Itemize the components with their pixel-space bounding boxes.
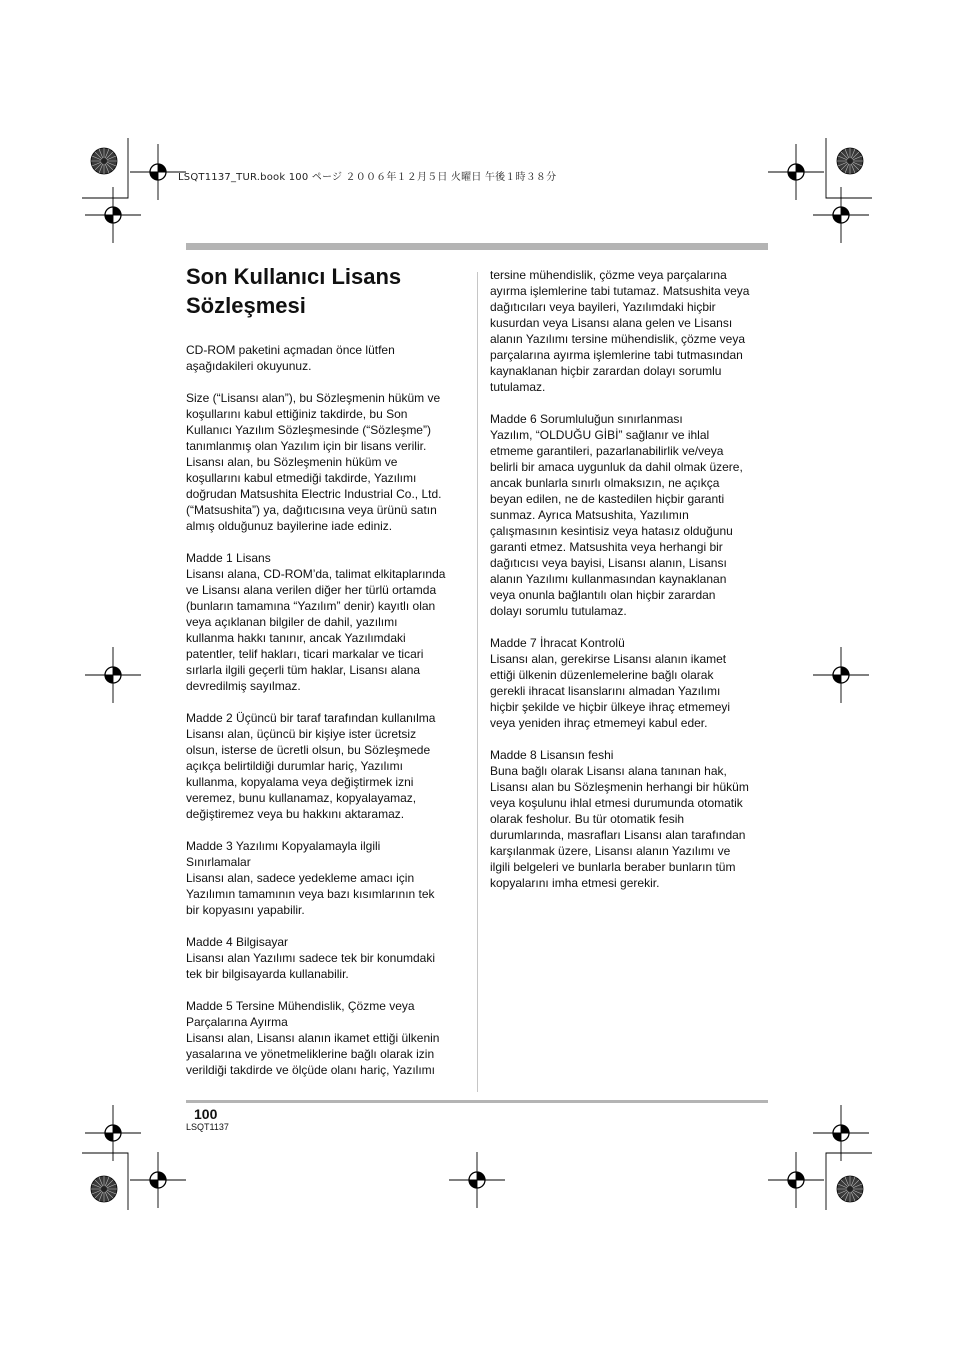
paragraph: Madde 5 Tersine Mühendislik, Çözme veya Parçalarına Ayırma Lisansı alan, Lisansı alanın ikamet ettiği ülkenin yasalarına ve yönetmeliklerine bağlı olarak izin verildiği takdirde ve ölçüde olanı hariç, Yazılımı (186, 999, 440, 1077)
paragraph: tersine mühendislik, çözme veya parçalarına ayırma işlemlerine tabi tutamaz. Matsushita veya dağıtıcıları veya bayileri, Yazılımdaki hiçbir kusurdan veya Lisansı alana gelen ve Lisansı alanın Yazılımı tersine mühendislik, çözme veya parçalarına ayırma işlemlerine tabi tutmasından kaynaklanan hiçbir zarardan dolayı sorumlu tutulamaz. (490, 268, 750, 394)
column-divider (477, 272, 478, 1092)
paragraph: Madde 1 Lisans Lisansı alana, CD-ROM’da, talimat elkitaplarında ve Lisansı alana verilen diğer her türlü ortamda (bunların tamamına “Yazılım” denir) kayıtlı olan veya açıklanan bilgiler de dahil, yazılımı kullanma hakkı tanınır, ancak Yazılımdaki patentler, telif hakları, ticari markalar ve ticari sırlarla ilgili geçerli tüm haklar, Lisansı alana devredilmiş sayılmaz. (186, 551, 446, 693)
paragraph: Madde 2 Üçüncü bir taraf tarafından kullanılma Lisansı alan, üçüncü bir kişiye ister ücretsiz olsun, isterse de ücretli olsun, bu Sözleşmede açıkça belirtildiği durumlar hariç, Yazılımı kullanma, kopyalama veya değiştirmek izni veremez, bunu kullanamaz, kopyalayamaz, değiştiremez veya bu hakkını aktaramaz. (186, 711, 436, 821)
paragraph: Madde 7 İhracat Kontrolü Lisansı alan, gerekirse Lisansı alanın ikamet ettiği ülkenin düzenlemelerine bağlı olarak gerekli ihracat lisanslarını almadan Yazılımı hiçbir şekilde ve hiçbir ülkeye ihraç etmemeyi veya yeniden ihraç etmemeyi kabul eder. (490, 636, 731, 730)
paragraph: Size (“Lisansı alan”), bu Sözleşmenin hüküm ve koşullarını kabul ettiğiniz takdirde, bu Son Kullanıcı Yazılım Sözleşmesinde (“Sözleşme”) tanımlanmış olan Yazılım için bir lisans verilir. Lisansı alan, bu Sözleşmenin hüküm ve koşullarını kabul etmediği takdirde, Yazılımı doğrudan Matsushita Electric Industrial Co., Ltd. (“Matsushita”) ya, dağıtıcısına veya ürünü satın almış olduğunuz bayilerine iade ediniz. (186, 391, 442, 533)
paragraph: Madde 4 Bilgisayar Lisansı alan Yazılımı sadece tek bir konumdaki tek bir bilgisayarda kullanabilir. (186, 935, 436, 981)
print-header: LSQT1137_TUR.book 100 ページ ２００６年１２月５日 火曜日 午後１時３８分 (178, 172, 557, 183)
page-number: 100 (194, 1106, 218, 1122)
title-line: Sözleşmesi (186, 293, 306, 318)
paragraph: CD-ROM paketini açmadan önce lütfen aşağıdakileri okuyunuz. (186, 343, 395, 373)
bottom-rule (186, 1100, 768, 1103)
top-rule (186, 243, 768, 250)
paragraph: Madde 8 Lisansın feshi Buna bağlı olarak Lisansı alana tanınan hak, Lisansı alan bu Sözleşmenin herhangi bir hüküm veya koşulunu ihlal etmesi durumunda otomatik olarak fesholur. Bu tür otomatik fesih durumlarında, masrafları Lisansı alan tarafından karşılanmak üzere, Lisansı alanın Yazılımı ve ilgili belgeleri ve bunlarla beraber bunların tüm kopyalarını imha etmesi gerekir. (490, 748, 749, 890)
document-code: LSQT1137 (186, 1122, 229, 1132)
page-title (186, 262, 466, 320)
title-line: Son Kullanıcı Lisans (186, 264, 402, 289)
paragraph: Madde 6 Sorumluluğun sınırlanması Yazılım, “OLDUĞU GİBİ” sağlanır ve ihlal etmeme garantileri, pazarlanabilirlik ve/veya belirli bir amaca uygunluk da dahil olmak üzere, ancak bunlarla sınırlı olmaksızın, ne açıkça beyan edilen, ne de kastedilen hiçbir garanti sunmaz. Ayrıca Matsushita, Yazılımın çalışmasının kesintisiz veya hatasız olduğunu garanti etmez. Matsushita veya herhangi bir dağıtıcısı veya bayisi, Lisansı alanın, Lisansı alanın Yazılımı kullanmasından kaynaklanan veya onunla bağlantılı olan hiçbir zarardan dolayı sorumlu tutulamaz. (490, 412, 743, 618)
paragraph: Madde 3 Yazılımı Kopyalamayla ilgili Sınırlamalar Lisansı alan, sadece yedekleme amacı için Yazılımın tamamının veya bazı kısımlarının tek bir kopyasını yapabilir. (186, 839, 435, 917)
left-column (186, 342, 466, 1094)
right-column (490, 267, 768, 907)
